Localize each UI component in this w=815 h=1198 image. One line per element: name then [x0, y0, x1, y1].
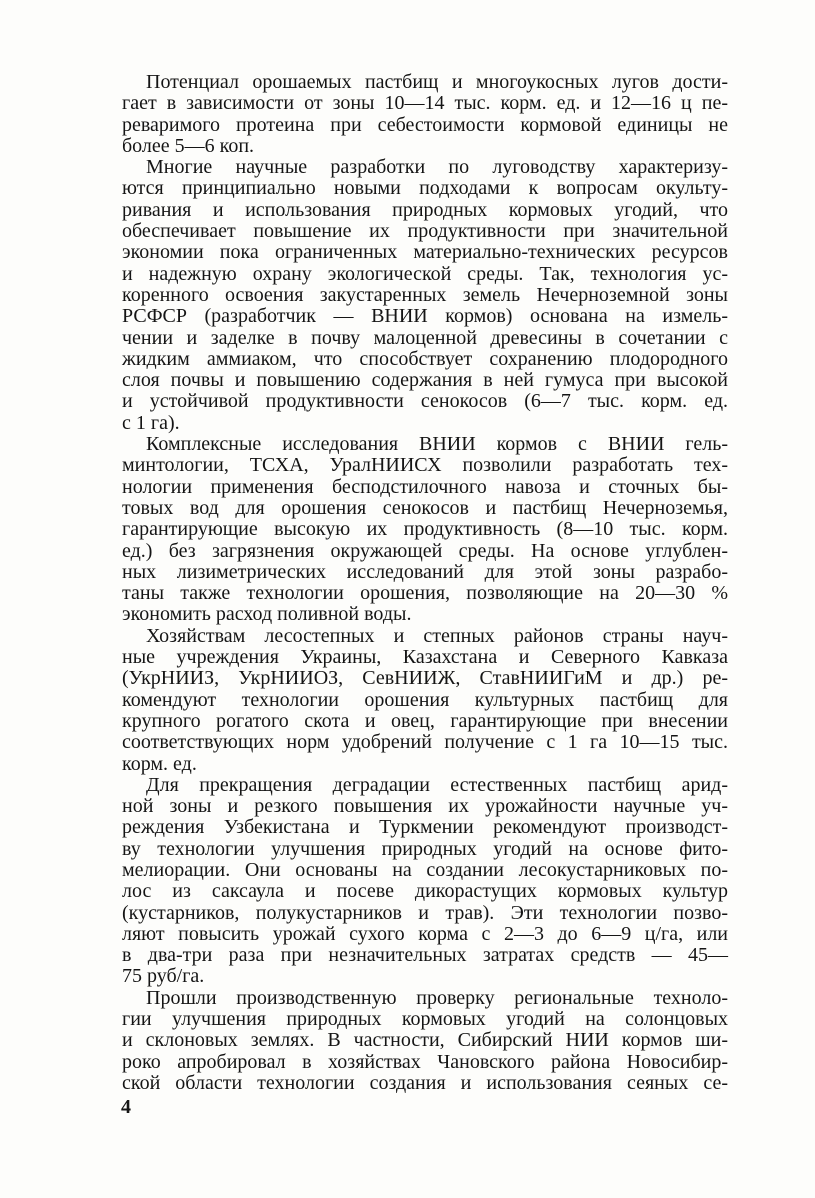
text-line: и устойчивой продуктивности сенокосов (6—7 тыс. корм. ед.: [122, 390, 728, 413]
text-line: ед.) без загрязнения окружающей среды. На основе углублен-: [122, 539, 728, 562]
text-line: и склоновых землях. В частности, Сибирский НИИ кормов ши-: [122, 1029, 728, 1052]
text-line: жидким аммиаком, что способствует сохранению плодородного: [122, 347, 728, 370]
paragraph: [122, 434, 728, 626]
body-text: [122, 72, 728, 1094]
text-line: таны также технологии орошения, позволяющие на 20—30 %: [122, 582, 728, 605]
page-number: 4: [121, 1096, 131, 1118]
text-line: Хозяйствам лесостепных и степных районов страны науч-: [146, 624, 728, 647]
text-line: мелиорации. Они основаны на создании лесокустарниковых по-: [122, 858, 728, 881]
text-line: и надежную охрану экологической среды. Так, технология ус-: [122, 262, 728, 285]
text-line: реваримого протеина при себестоимости кормовой единицы не: [122, 113, 728, 136]
text-line: роко апробировал в хозяйствах Чановского района Новосибир-: [122, 1050, 728, 1073]
text-line: нологии применения бесподстилочного навоза и сточных бы-: [122, 475, 728, 498]
text-line: соответствующих норм удобрений получение с 1 га 10—15 тыс.: [122, 731, 728, 754]
paragraph: [122, 775, 728, 988]
text-line: ются принципиально новыми подходами к вопросам окульту-: [122, 177, 728, 200]
text-line: РСФСР (разработчик — ВНИИ кормов) основана на измель-: [122, 305, 728, 328]
text-line: Комплексные исследования ВНИИ кормов с ВНИИ гель-: [146, 433, 728, 456]
text-line: ривания и использования природных кормовых угодий, что: [122, 198, 728, 221]
text-line: комендуют технологии орошения культурных пастбищ для: [122, 688, 728, 711]
text-line: минтологии, ТСХА, УралНИИСХ позволили разработать тех-: [122, 454, 728, 477]
text-line: Многие научные разработки по луговодству характеризу-: [146, 156, 728, 179]
text-line: Для прекращения деградации естественных пастбищ арид-: [146, 773, 728, 796]
text-line: ной зоны и резкого повышения их урожайности научные уч-: [122, 795, 728, 818]
text-line: ской области технологии создания и использования сеяных се-: [122, 1071, 728, 1094]
text-line: (УкрНИИЗ, УкрНИИОЗ, СевНИИЖ, СтавНИИГиМ и др.) ре-: [122, 667, 728, 690]
text-line: слоя почвы и повышению содержания в ней гумуса при высокой: [122, 369, 728, 392]
text-line: 75 руб/га.: [122, 965, 205, 988]
text-line: ляют повысить урожай сухого корма с 2—3 до 6—9 ц/га, или: [122, 922, 728, 945]
text-line: гарантирующие высокую их продуктивность (8—10 тыс. корм.: [122, 518, 728, 541]
text-line: чении и заделке в почву малоценной древесины в сочетании с: [122, 326, 728, 349]
text-line: более 5—6 коп.: [122, 134, 255, 157]
paragraph: [122, 157, 728, 434]
text-line: ные учреждения Украины, Казахстана и Северного Кавказа: [122, 646, 728, 669]
text-line: товых вод для орошения сенокосов и пастбищ Нечерноземья,: [122, 496, 728, 519]
paragraph: [122, 988, 728, 1094]
text-line: в два-три раза при незначительных затратах средств — 45—: [122, 944, 728, 967]
text-line: с 1 га).: [122, 411, 180, 434]
text-line: коренного освоения закустаренных земель Нечерноземной зоны: [122, 283, 728, 306]
text-line: гии улучшения природных кормовых угодий на солонцовых: [122, 1008, 728, 1031]
text-line: Прошли производственную проверку региональные техноло-: [146, 986, 728, 1009]
paragraph: [122, 72, 728, 157]
text-line: лос из саксаула и посеве дикорастущих кормовых культур: [122, 880, 728, 903]
text-line: экономить расход поливной воды.: [122, 603, 412, 626]
text-line: Потенциал орошаемых пастбищ и многоукосных лугов дости-: [146, 71, 728, 93]
text-line: ных лизиметрических исследований для этой зоны разрабо-: [122, 560, 728, 583]
paragraph: [122, 626, 728, 775]
text-line: корм. ед.: [122, 752, 197, 775]
text-line: крупного рогатого скота и овец, гарантирующие при внесении: [122, 709, 728, 732]
text-line: (кустарников, полукустарников и трав). Эти технологии позво-: [122, 901, 728, 924]
text-line: обеспечивает повышение их продуктивности при значительной: [122, 220, 728, 243]
text-line: экономии пока ограниченных материально-технических ресурсов: [122, 241, 728, 264]
text-line: ву технологии улучшения природных угодий на основе фито-: [122, 837, 728, 860]
text-line: реждения Узбекистана и Туркмении рекомендуют производст-: [122, 816, 728, 839]
text-line: гает в зависимости от зоны 10—14 тыс. корм. ед. и 12—16 ц пе-: [122, 92, 728, 115]
